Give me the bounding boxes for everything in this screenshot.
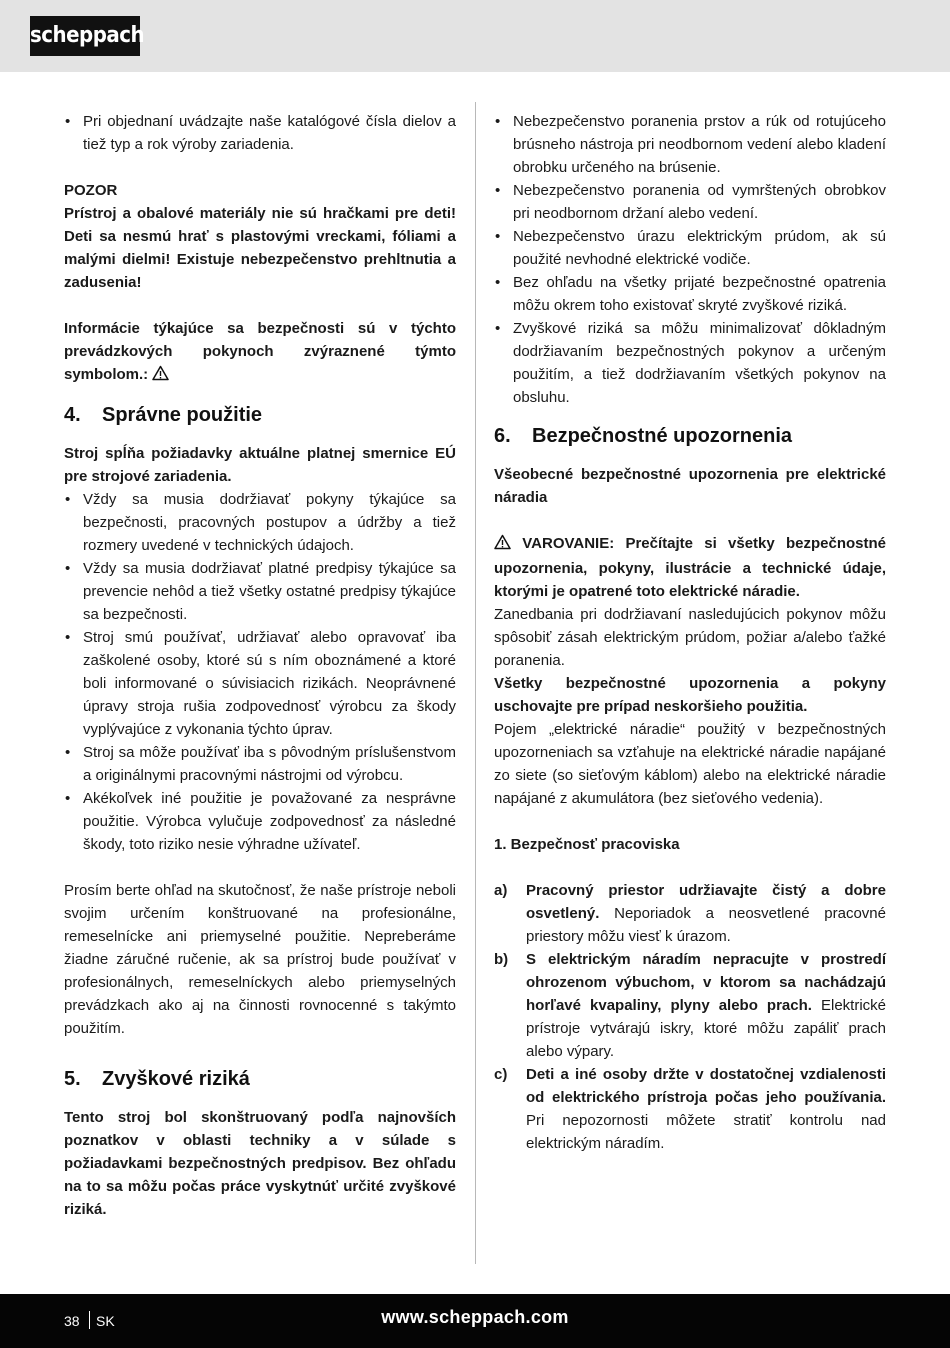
section-4-lead: Stroj spĺňa požiadavky aktuálne platnej smernice EÚ pre strojové zariadenia.	[64, 445, 456, 485]
section-number: 5.	[64, 1068, 81, 1090]
warning-consequence: Zanedbania pri dodržiavaní nasledujúcich pokynov môžu spôsobiť zásah elektrickým prúdom, požiar a/alebo ťažké poranenia.	[494, 606, 886, 669]
section-title: Zvyškové riziká	[102, 1068, 250, 1090]
warning-triangle-icon	[494, 534, 511, 557]
intro-list	[64, 110, 456, 156]
section-6-subtitle: Všeobecné bezpečnostné upozornenia pre elektrické náradia	[494, 466, 886, 506]
right-column	[494, 110, 886, 1155]
website-url: www.scheppach.com	[381, 1307, 569, 1327]
term-definition: Pojem „elektrické náradie“ použitý v bezpečnostných upozorneniach sa vzťahuje na elektrické náradie napájané zo siete (so sieťovým káblom) alebo na elektrické náradie napájané z akumulátora (bez sieťového vedenia).	[494, 721, 886, 807]
list-item	[494, 948, 886, 1063]
item-label: c)	[494, 1066, 508, 1083]
section-4-list	[64, 488, 456, 856]
language-code: SK	[96, 1313, 115, 1329]
workplace-safety-title: 1. Bezpečnosť pracoviska	[494, 836, 680, 853]
item-bold: Pracovný priestor udržiavajte čistý a dobre osvetlený.	[526, 882, 886, 922]
page-number: 38	[64, 1313, 80, 1329]
list-item: • Bez ohľadu na všetky prijaté bezpečnostné opatrenia môžu okrem toho existovať skryté zvyškové riziká.	[494, 271, 886, 317]
section-5-heading	[64, 1064, 456, 1094]
section-number: 6.	[494, 425, 511, 447]
pozor-text: Prístroj a obalové materiály nie sú hračkami pre deti! Deti sa nesmú hrať s plastovými vreckami, fóliami a malými dielmi! Existuje nebezpečenstvo prehltnutia a zadusenia!	[64, 205, 456, 291]
section-title: Správne použitie	[102, 404, 263, 426]
keep-instructions: Všetky bezpečnostné upozornenia a pokyny uschovajte pre prípad neskoršieho použitia.	[494, 675, 886, 715]
column-divider	[475, 102, 476, 1264]
section-4-paragraph: Prosím berte ohľad na skutočnosť, že naše prístroje neboli svojim určením konštruované na profesionálne, remeselnícke ani priemyselné použitie. Nepreberáme žiadne záručné ručenie, ak sa prístroj bude používať v profesionálnych, remeselníckych alebo priemyselných prevádzkach ako aj na činnosti rovnocenné s takýmto použitím.	[64, 882, 456, 1037]
scheppach-logo: scheppach	[30, 16, 140, 56]
list-item: • Stroj smú používať, udržiavať alebo opravovať iba zaškolené osoby, ktoré sú s ním oboznámené a ktoré boli informované o súvisiacich rizikách. Neoprávnené úpravy stroja rušia zodpovednosť výrobcu za škody vyplývajúce z vykonania týchto úprav.	[64, 626, 456, 741]
warning-triangle-icon	[152, 365, 169, 388]
warning-text: VAROVANIE: Prečítajte si všetky bezpečnostné upozornenia, pokyny, ilustrácie a technické údaje, ktorými je opatrené toto elektrické náradie.	[494, 535, 887, 600]
item-text: Elektrické prístroje vytvárajú iskry, ktoré môžu zapáliť prach alebo výpary.	[526, 997, 886, 1060]
section-4-heading	[64, 400, 456, 430]
list-item: • Stroj sa môže používať iba s pôvodným príslušenstvom a originálnymi pracovnými nástrojmi od výrobcu.	[64, 741, 456, 787]
safety-info	[64, 317, 456, 388]
item-text: Pri nepozornosti môžete stratiť kontrolu nad elektrickým náradím.	[526, 1112, 886, 1152]
item-bold: S elektrickým náradím nepracujte v prostredí ohrozenom výbuchom, v ktorom sa nachádzajú horľavé kvapaliny, plyny alebo prach.	[526, 951, 886, 1014]
list-item: • Vždy sa musia dodržiavať platné predpisy týkajúce sa prevencie nehôd a tiež všetky ostatné predpisy týkajúce sa bezpečnosti.	[64, 557, 456, 626]
section-5-lead: Tento stroj bol skonštruovaný podľa najnovších poznatkov v oblasti techniky a v súlade s požiadavkami bezpečnostných predpisov. Bez ohľadu na to sa môžu počas práce vyskytnúť určité zvyškové riziká.	[64, 1109, 456, 1218]
list-item: • Vždy sa musia dodržiavať pokyny týkajúce sa bezpečnosti, pracovných postupov a údržby a tiež rozmery uvedené v technických údajoch.	[64, 488, 456, 557]
list-item: • Nebezpečenstvo poranenia od vymrštených obrobkov pri neodbornom držaní alebo vedení.	[494, 179, 886, 225]
footer-bar	[0, 1294, 950, 1348]
item-label: b)	[494, 951, 509, 968]
list-item: • Pri objednaní uvádzajte naše katalógové čísla dielov a tiež typ a rok výroby zariadenia.	[64, 110, 456, 156]
item-bold: Deti a iné osoby držte v dostatočnej vzdialenosti od elektrického prístroja počas jeho používania.	[526, 1066, 886, 1106]
list-item: • Zvyškové riziká sa môžu minimalizovať dôkladným dodržiavaním bezpečnostných pokynov a určeným použitím, a tiež dodržiavaním všetkých pokynov na obsluhu.	[494, 317, 886, 409]
list-item	[494, 879, 886, 948]
section-title: Bezpečnostné upozornenia	[532, 425, 793, 447]
item-text: Neporiadok a neosvetlené pracovné priestory môžu viesť k úrazom.	[526, 905, 886, 945]
workplace-safety-list	[494, 879, 886, 1155]
pozor-title: POZOR	[64, 182, 118, 199]
left-column	[64, 110, 456, 1221]
warning-paragraph	[494, 532, 886, 603]
item-label: a)	[494, 882, 508, 899]
top-bar	[0, 0, 950, 72]
list-item: • Nebezpečenstvo úrazu elektrickým prúdom, ak sú použité nevhodné elektrické vodiče.	[494, 225, 886, 271]
list-item	[494, 1063, 886, 1155]
safety-info-text: Informácie týkajúce sa bezpečnosti sú v týchto prevádzkových pokynoch zvýraznené týmto symbolom.:	[64, 320, 456, 383]
section-6-heading	[494, 421, 886, 451]
section-number: 4.	[64, 404, 81, 426]
risk-list	[494, 110, 886, 409]
list-item: • Akékoľvek iné použitie je považované za nesprávne použitie. Výrobca vylučuje zodpovednosť za následné škody, toto riziko nesie výhradne užívateľ.	[64, 787, 456, 856]
list-item: • Nebezpečenstvo poranenia prstov a rúk od rotujúceho brúsneho nástroja pri neodbornom vedení alebo kladení obrobku určeného na brúsenie.	[494, 110, 886, 179]
